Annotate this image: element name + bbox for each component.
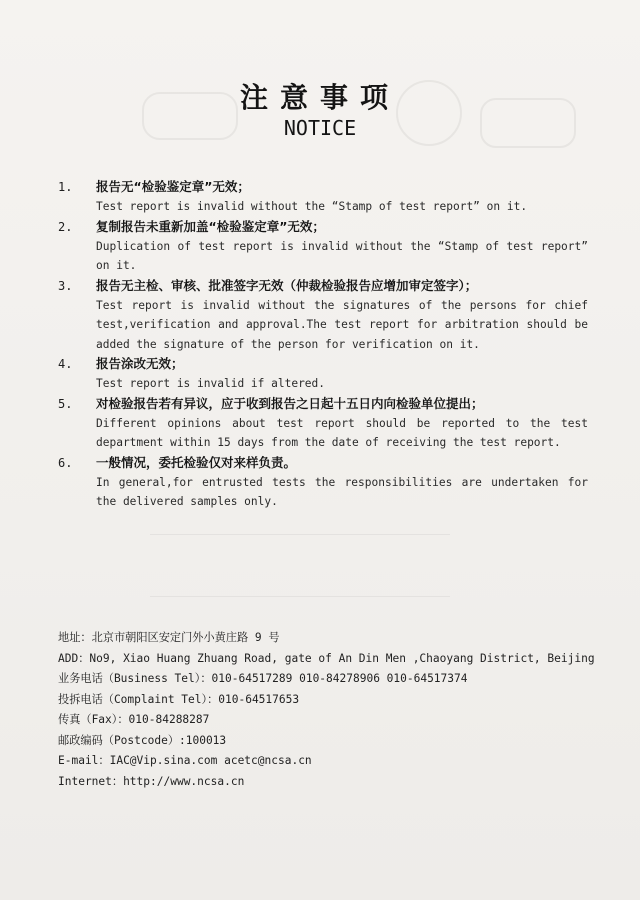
notice-text-chinese: 报告涂改无效；: [96, 356, 184, 371]
address-english: ADD：No9, Xiao Huang Zhuang Road, gate of An Din Men ,Chaoyang District, Beijing: [58, 651, 595, 665]
business-telephone: 业务电话（Business Tel）：010-64517289 010-84278906 010-64517374: [58, 672, 468, 685]
notice-number: 6.: [58, 455, 73, 470]
website-address: Internet：http://www.ncsa.cn: [58, 774, 245, 788]
show-through-line: [150, 534, 450, 535]
notice-text-english: In general,for entrusted tests the responsibilities are undertaken for the delivered samples only.: [96, 475, 588, 508]
fax-number: 传真（Fax）：010-84288287: [58, 713, 210, 726]
notice-number: 2.: [58, 219, 73, 234]
postcode: 邮政编码（Postcode）:100013: [58, 733, 227, 747]
notice-text-english: Test report is invalid if altered.: [96, 377, 326, 390]
notice-item: [58, 276, 588, 355]
contact-info: [58, 628, 618, 792]
notice-item: [58, 394, 588, 453]
notice-text-chinese: 报告无主检、审核、批准签字无效（仲裁检验报告应增加审定签字）；: [96, 277, 478, 293]
notice-text-chinese: 复制报告未重新加盖“检验鉴定章”无效；: [96, 218, 325, 234]
notice-item: [58, 177, 588, 217]
notice-text-english: Test report is invalid without the signatures of the persons for chief test,verification and approval.The test report for arbitration should be added the signature of the person for verification on it.: [96, 298, 588, 351]
complaint-telephone: 投拆电话（Complaint Tel）：010-64517653: [58, 692, 300, 706]
notice-number: 5.: [58, 396, 73, 411]
email-address: E-mail：IAC@Vip.sina.com acetc@ncsa.cn: [58, 754, 312, 767]
notice-text-chinese: 一般情况，委托检验仅对来样负责。: [96, 454, 297, 470]
notice-text-english: Different opinions about test report should be reported to the test department within 15 days from the date of receiving the test report.: [96, 416, 588, 449]
show-through-line: [150, 596, 450, 597]
notice-list: [58, 177, 588, 512]
notice-number: 3.: [58, 278, 73, 293]
notice-text-chinese: 对检验报告若有异议，应于收到报告之日起十五日内向检验单位提出；: [96, 395, 484, 411]
notice-item: [58, 453, 588, 512]
notice-text-chinese: 报告无“检验鉴定章”无效；: [96, 179, 250, 194]
notice-text-english: Duplication of test report is invalid without the “Stamp of test report” on it.: [96, 239, 588, 272]
notice-number: 1.: [58, 180, 73, 194]
notice-number: 4.: [58, 357, 73, 371]
notice-text-english: Test report is invalid without the “Stamp of test report” on it.: [96, 200, 528, 213]
page-title-chinese: 注意事项: [239, 81, 400, 114]
notice-item: [58, 217, 588, 276]
notice-item: [58, 354, 588, 394]
address-chinese: 地址：北京市朝阳区安定门外小黄庄路 9 号: [58, 631, 280, 644]
page-title-english: NOTICE: [283, 116, 357, 140]
